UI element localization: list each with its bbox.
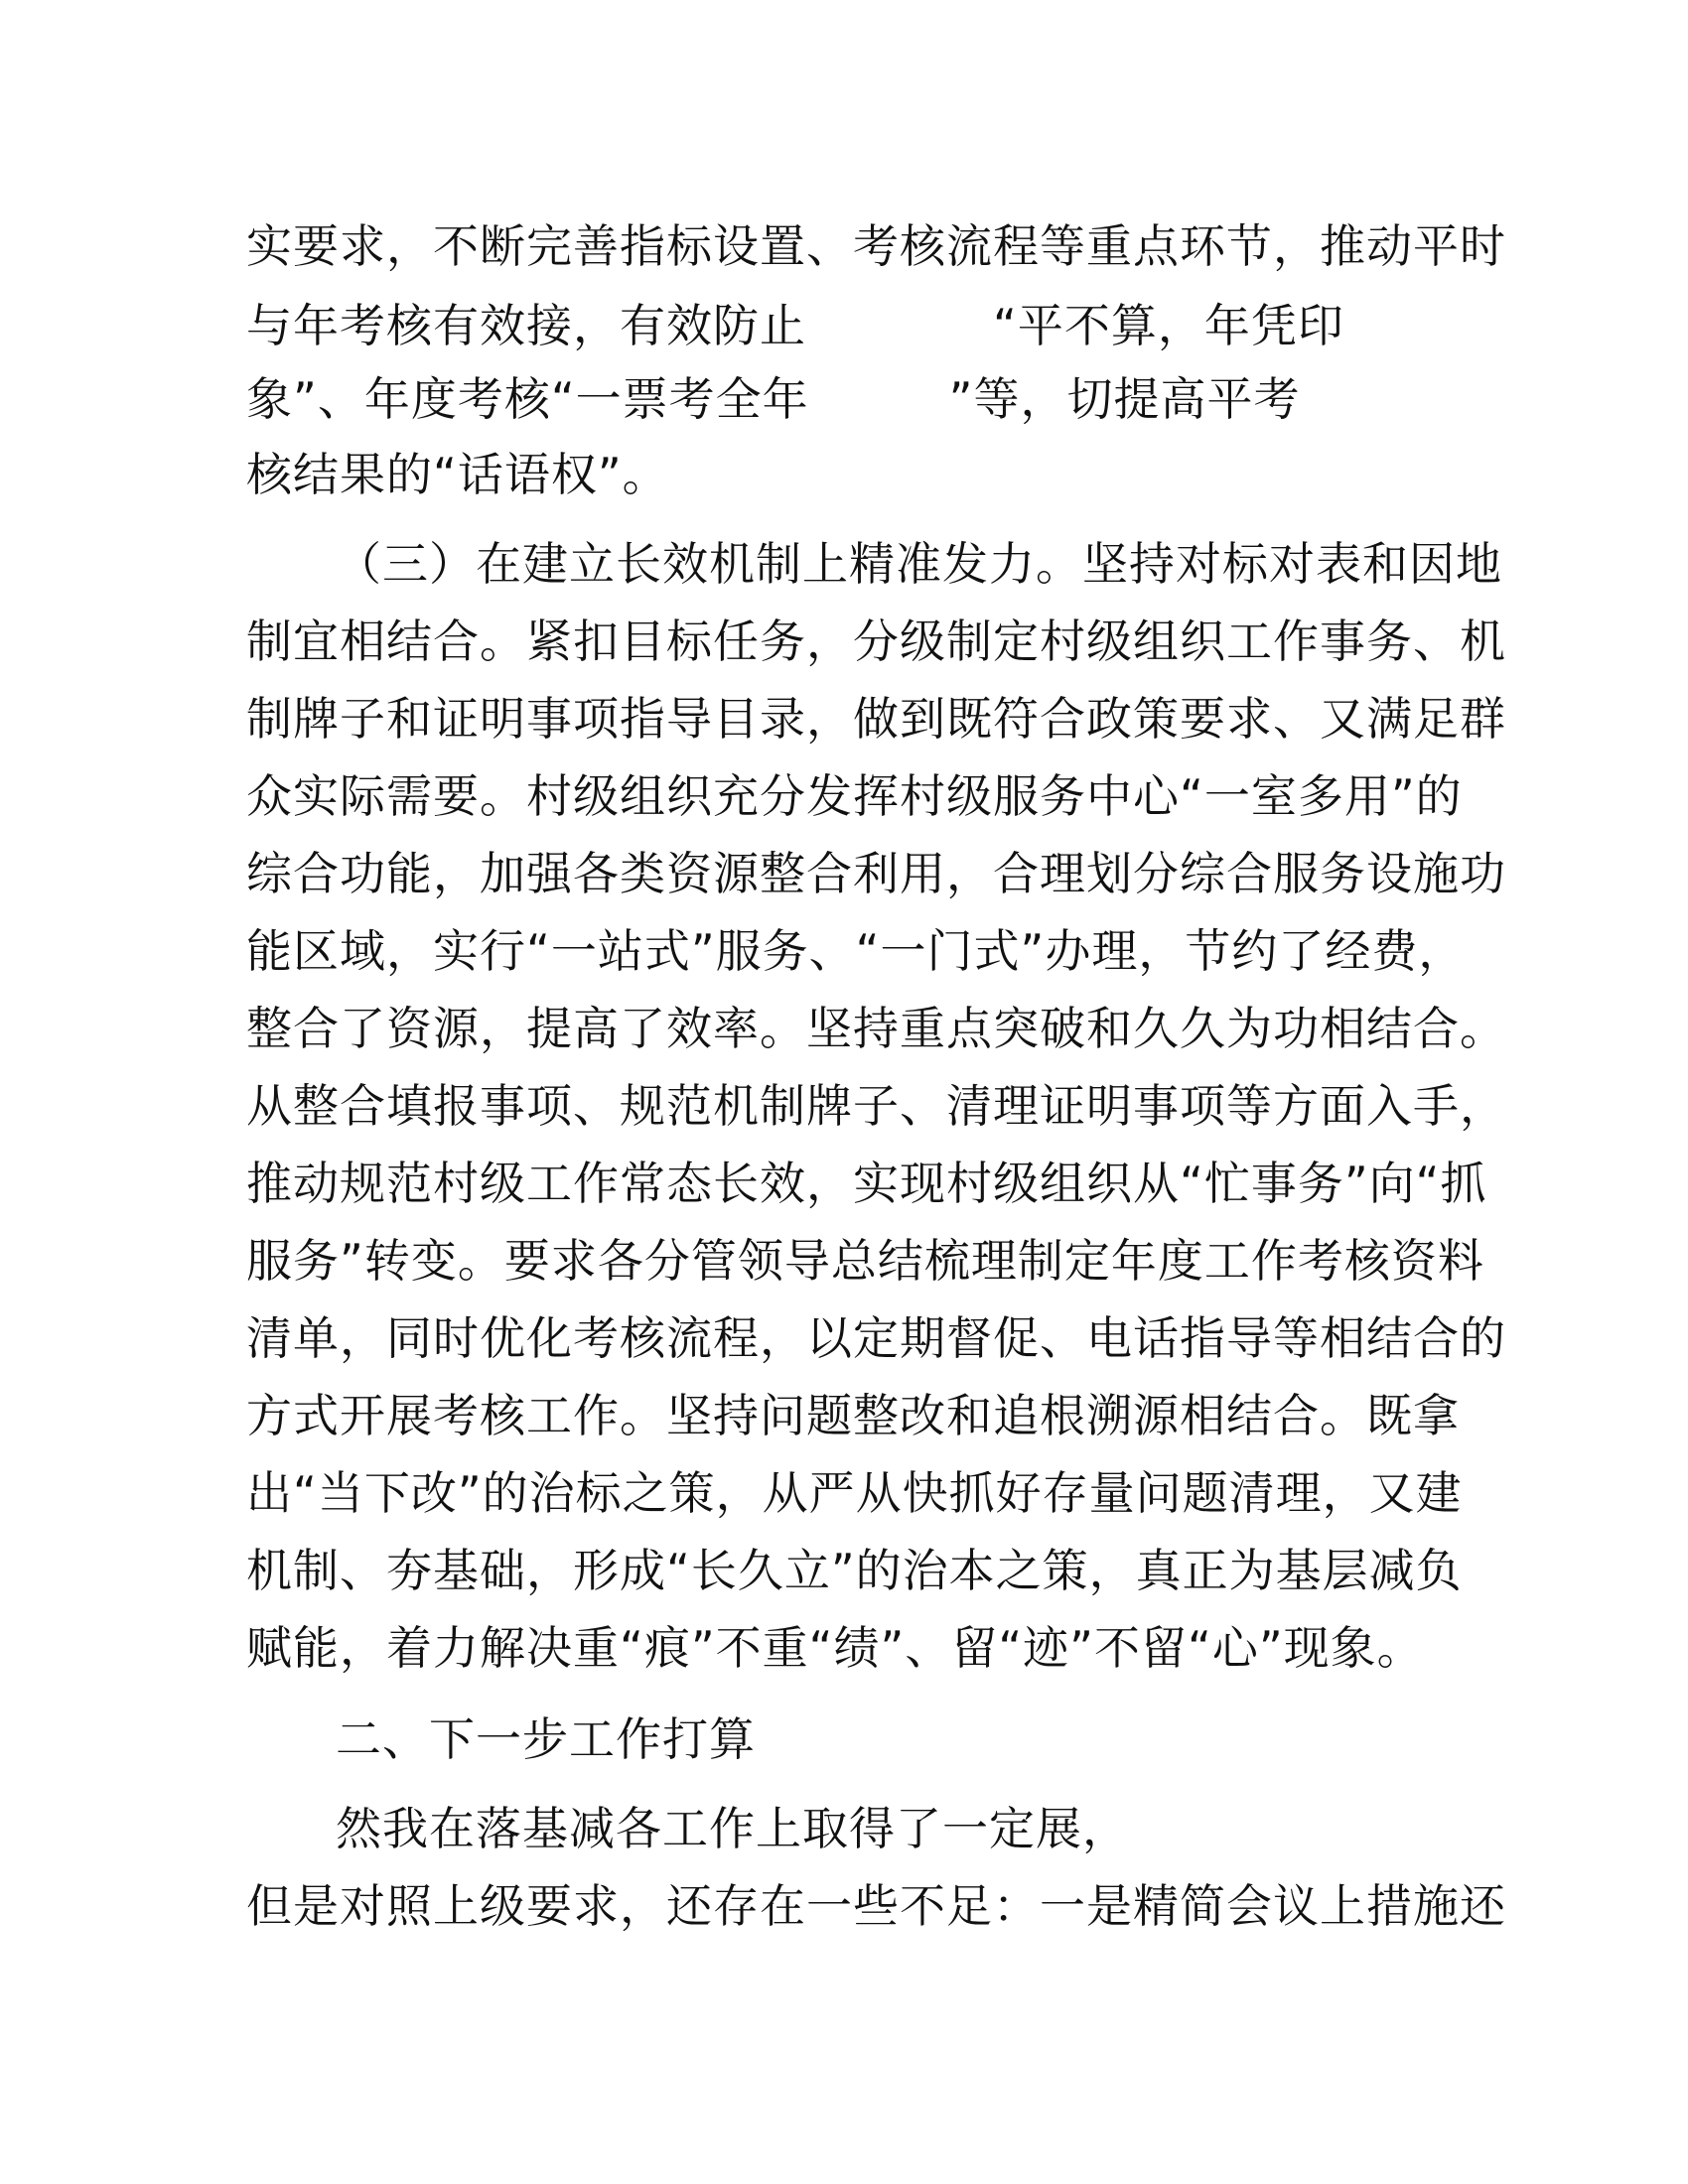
section-three-line-9: 推动规范村级工作常态长效，实现村级组织从“忙事务”向“抓 — [246, 1157, 1487, 1210]
section-three-line-7: 整合了资源，提高了效率。坚持重点突破和久久为功相结合。 — [246, 1002, 1506, 1055]
paragraph-line-3: 象”、年度考核“一票考全年 ”等，切提高平考 — [246, 372, 1301, 426]
section-three-line-4: 众实际需要。村级组织充分发挥村级服务中心“一室多用”的 — [246, 769, 1463, 823]
section-three-line-5: 综合功能，加强各类资源整合利用，合理划分综合服务设施功 — [246, 847, 1506, 900]
paragraph-line-4: 核结果的“话语权”。 — [246, 448, 669, 501]
section-three-line-11: 清单，同时优化考核流程，以定期督促、电话指导等相结合的 — [246, 1311, 1506, 1365]
section-three-line-8: 从整合填报事项、规范机制牌子、清理证明事项等方面入手， — [246, 1079, 1506, 1133]
paragraph-line-1: 实要求，不断完善指标设置、考核流程等重点环节，推动平时 — [246, 219, 1506, 273]
section-three-line-2: 制宜相结合。紧扣目标任务，分级制定村级组织工作事务、机 — [246, 614, 1506, 668]
section-three-line-12: 方式开展考核工作。坚持问题整改和追根溯源相结合。既拿 — [246, 1389, 1460, 1442]
section-three-line-6: 能区域，实行“一站式”服务、“一门式”办理，节约了经费， — [246, 924, 1466, 978]
section-three-line-15: 赋能，着力解决重“痕”不重“绩”、留“迹”不留“心”现象。 — [246, 1621, 1424, 1675]
section-three-line-3: 制牌子和证明事项指导目录，做到既符合政策要求、又满足群 — [246, 692, 1506, 746]
section-heading-next-steps: 二、下一步工作打算 — [336, 1712, 756, 1766]
section-three-line-10: 服务”转变。要求各分管领导总结梳理制定年度工作考核资料 — [246, 1234, 1484, 1288]
section-three-line-14: 机制、夯基础，形成“长久立”的治本之策，真正为基层减负 — [246, 1544, 1463, 1597]
section-three-line-13: 出“当下改”的治标之策，从严从快抓好存量问题清理，又建 — [246, 1466, 1463, 1520]
section-three-line-1: （三）在建立长效机制上精准发力。坚持对标对表和因地 — [336, 537, 1502, 591]
paragraph-line-2: 与年考核有效接，有效防止 “平不算，年凭印 — [246, 299, 1344, 352]
next-steps-line-1: 然我在落基减各工作上取得了一定展， — [336, 1802, 1129, 1855]
next-steps-line-2: 但是对照上级要求，还存在一些不足：一是精简会议上措施还 — [246, 1879, 1506, 1933]
